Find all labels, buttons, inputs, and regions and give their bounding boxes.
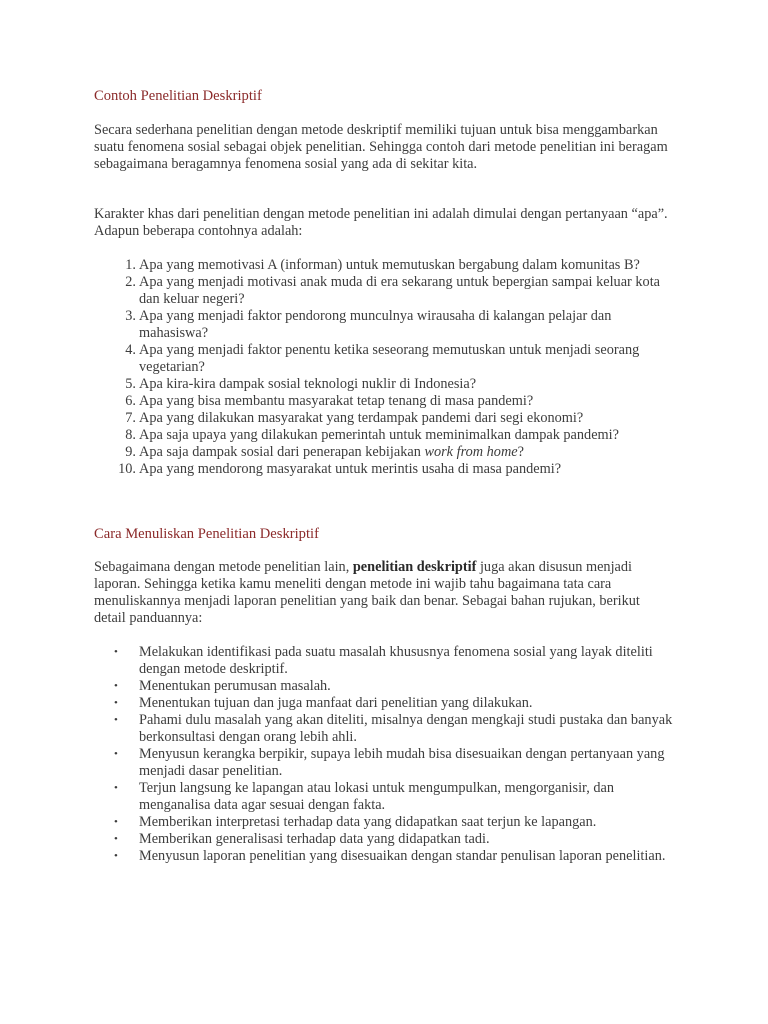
bullet-icon: • xyxy=(114,748,118,760)
list-item: • Memberikan interpretasi terhadap data yang didapatkan saat terjun ke lapangan. xyxy=(114,814,597,830)
bullet-icon: • xyxy=(114,833,118,845)
list-item: 4. Apa yang menjadi faktor penentu ketika seseorang memutuskan untuk menjadi seorang vegetarian? xyxy=(125,342,640,375)
list-item: • Melakukan identifikasi pada suatu masalah khususnya fenomena sosial yang layak diteliti dengan metode deskriptif. xyxy=(114,644,653,677)
list-item: • Menentukan tujuan dan juga manfaat dari penelitian yang dilakukan. xyxy=(114,695,533,711)
list-item: 2. Apa yang menjadi motivasi anak muda di era sekarang untuk bepergian sampai keluar kota dan keluar negeri? xyxy=(125,274,661,307)
section-heading-how-to-write: Cara Menuliskan Penelitian Deskriptif xyxy=(94,526,319,542)
list-item: • Menyusun laporan penelitian yang disesuaikan dengan standar penulisan laporan penelitian. xyxy=(114,848,666,864)
section-heading-examples: Contoh Penelitian Deskriptif xyxy=(94,88,262,104)
intro-paragraph: Secara sederhana penelitian dengan metode deskriptif memiliki tujuan untuk bisa menggambarkan suatu fenomena sosial sebagai objek penelitian. Sehingga contoh dari metode penelitian ini beragam sebagaimana beragamnya fenomena sosial yang ada di sekitar kita. xyxy=(94,122,668,172)
list-item: 8. Apa saja upaya yang dilakukan pemerintah untuk meminimalkan dampak pandemi? xyxy=(125,427,619,443)
italic-phrase: work from home xyxy=(424,444,518,460)
bullet-icon: • xyxy=(114,680,118,692)
list-item: 3. Apa yang menjadi faktor pendorong munculnya wirausaha di kalangan pelajar dan mahasiswa? xyxy=(125,308,612,341)
guide-paragraph: Sebagaimana dengan metode penelitian lain, penelitian deskriptif juga akan disusun menjadi laporan. Sehingga ketika kamu meneliti dengan metode ini wajib tahu bagaimana tata cara menuliskannya menjadi laporan penelitian yang baik dan benar. Sebagai bahan rujukan, berikut detail panduannya: xyxy=(94,559,640,626)
bullet-icon: • xyxy=(114,816,118,828)
list-item: • Terjun langsung ke lapangan atau lokasi untuk mengumpulkan, mengorganisir, dan menganalisa data agar sesuai dengan fakta. xyxy=(114,780,615,813)
writing-steps-list xyxy=(94,644,674,865)
list-item: 5. Apa kira-kira dampak sosial teknologi nuklir di Indonesia? xyxy=(125,376,477,392)
bullet-icon: • xyxy=(114,850,118,862)
bullet-icon: • xyxy=(114,646,118,658)
list-item: 9. Apa saja dampak sosial dari penerapan kebijakan work from home? xyxy=(125,444,524,460)
bold-phrase: penelitian deskriptif xyxy=(352,559,477,575)
list-item: • Menyusun kerangka berpikir, supaya lebih mudah bisa disesuaikan dengan pertanyaan yang menjadi dasar penelitian. xyxy=(114,746,665,779)
list-item: 7. Apa yang dilakukan masyarakat yang terdampak pandemi dari segi ekonomi? xyxy=(125,410,584,426)
list-item: • Pahami dulu masalah yang akan diteliti, misalnya dengan mengkaji studi pustaka dan banyak berkonsultasi dengan orang lebih ahli. xyxy=(114,712,673,745)
bullet-icon: • xyxy=(114,782,118,794)
characteristic-paragraph: Karakter khas dari penelitian dengan metode penelitian ini adalah dimulai dengan pertanyaan “apa”. Adapun beberapa contohnya adalah: xyxy=(94,206,668,239)
list-item: • Menentukan perumusan masalah. xyxy=(114,678,331,694)
list-item: 10. Apa yang mendorong masyarakat untuk merintis usaha di masa pandemi? xyxy=(118,461,562,477)
list-item: • Memberikan generalisasi terhadap data yang didapatkan tadi. xyxy=(114,831,490,847)
list-item: 1. Apa yang memotivasi A (informan) untuk memutuskan bergabung dalam komunitas B? xyxy=(125,257,640,273)
example-questions-list xyxy=(94,257,674,478)
bullet-icon: • xyxy=(114,714,118,726)
list-item: 6. Apa yang bisa membantu masyarakat tetap tenang di masa pandemi? xyxy=(125,393,534,409)
bullet-icon: • xyxy=(114,697,118,709)
